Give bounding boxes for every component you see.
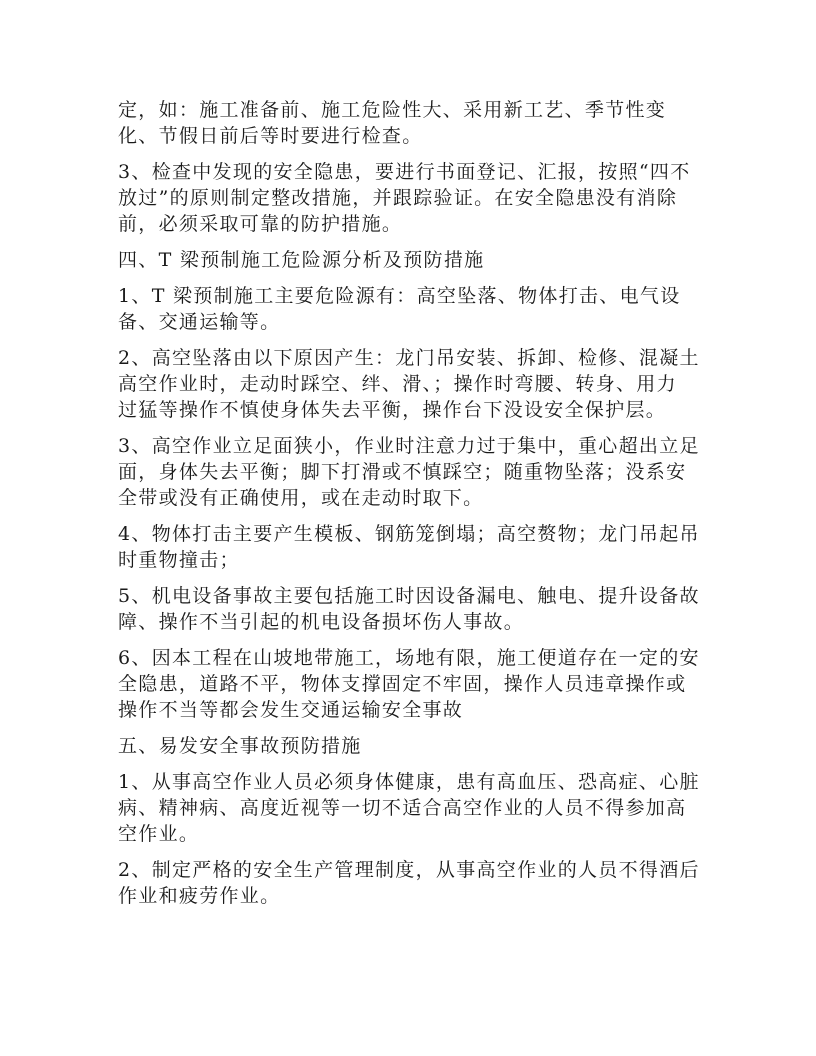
text-line: 操作不当等都会发生交通运输安全事故 <box>118 699 464 721</box>
text-line: 时重物撞击； <box>118 549 240 571</box>
paragraph-management-rules <box>118 857 718 909</box>
paragraph-worker-health <box>118 769 718 847</box>
paragraph-hazard-rectification <box>118 159 718 237</box>
text-line: 高空作业时，走动时踩空、绊、滑、；操作时弯腰、转身、用力 <box>118 373 677 395</box>
text-line: 2、制定严格的安全生产管理制度，从事高空作业的人员不得酒后 <box>118 859 700 881</box>
text-line: 定，如：施工准备前、施工危险性大、采用新工艺、季节性变 <box>118 99 667 121</box>
text-line: 3、检查中发现的安全隐患，要进行书面登记、汇报，按照“四不 <box>118 161 691 183</box>
text-line: 1、从事高空作业人员必须身体健康，患有高血压、恐高症、心脏 <box>118 771 700 793</box>
text-line: 3、高空作业立足面狭小，作业时注意力过于集中，重心超出立足 <box>118 435 700 457</box>
text-line: 6、因本工程在山坡地带施工，场地有限，施工便道存在一定的安 <box>118 647 700 669</box>
paragraph-traffic-hazards <box>118 645 718 723</box>
text-line: 5、机电设备事故主要包括施工时因设备漏电、触电、提升设备故 <box>118 585 700 607</box>
text-line: 前，必须采取可靠的防护措施。 <box>118 213 403 235</box>
section-heading-5 <box>118 733 718 759</box>
paragraph-fall-causes <box>118 345 718 423</box>
text-line: 空作业。 <box>118 823 200 845</box>
text-line: 病、精神病、高度近视等一切不适合高空作业的人员不得参加高 <box>118 797 687 819</box>
document-page <box>118 97 718 919</box>
text-line: 过猛等操作不慎使身体失去平衡，操作台下没设安全保护层。 <box>118 399 667 421</box>
text-line: 1、T 梁预制施工主要危险源有：高空坠落、物体打击、电气设 <box>118 285 681 307</box>
paragraph-footing-hazards <box>118 433 718 511</box>
heading-line: 五、易发安全事故预防措施 <box>118 735 362 757</box>
paragraph-inspection-timing <box>118 97 718 149</box>
text-line: 化、节假日前后等时要进行检查。 <box>118 125 423 147</box>
text-line: 备、交通运输等。 <box>118 311 281 333</box>
section-heading-4 <box>118 247 718 273</box>
text-line: 全隐患，道路不平，物体支撑固定不牢固，操作人员违章操作或 <box>118 673 687 695</box>
text-line: 面，身体失去平衡；脚下打滑或不慎踩空；随重物坠落；没系安 <box>118 461 687 483</box>
text-line: 放过”的原则制定整改措施，并跟踪验证。在安全隐患没有消除 <box>118 187 678 209</box>
text-line: 障、操作不当引起的机电设备损坏伤人事故。 <box>118 611 525 633</box>
text-line: 全带或没有正确使用，或在走动时取下。 <box>118 487 484 509</box>
heading-line: 四、T 梁预制施工危险源分析及预防措施 <box>118 249 485 271</box>
text-line: 作业和疲劳作业。 <box>118 885 281 907</box>
paragraph-electrical-accidents <box>118 583 718 635</box>
text-line: 4、物体打击主要产生模板、钢筋笼倒塌；高空赘物；龙门吊起吊 <box>118 523 700 545</box>
text-line: 2、高空坠落由以下原因产生：龙门吊安装、拆卸、检修、混凝土 <box>118 347 700 369</box>
paragraph-main-hazards <box>118 283 718 335</box>
paragraph-object-strike <box>118 521 718 573</box>
